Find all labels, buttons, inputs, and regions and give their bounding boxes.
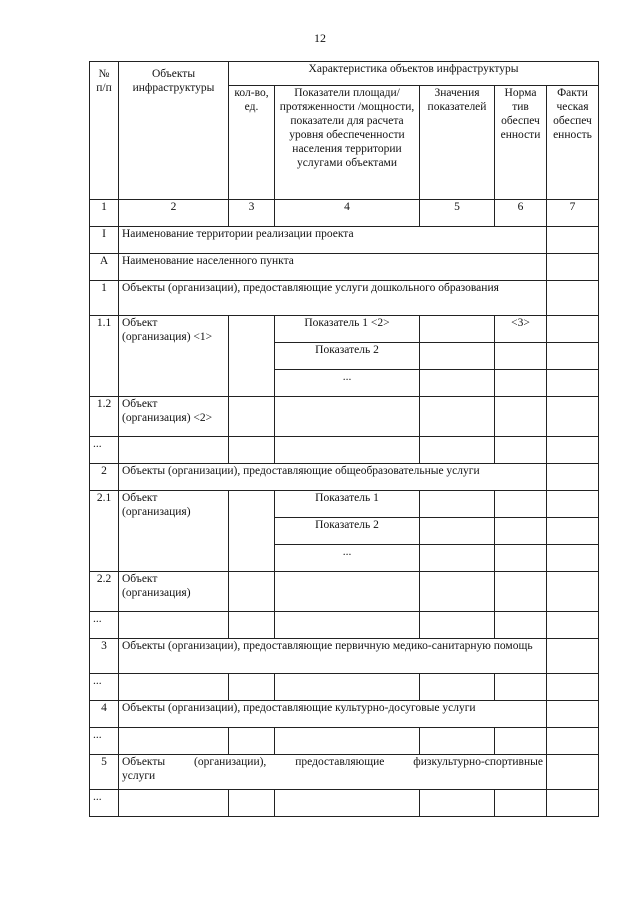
section-word: физкультурно-спортивные xyxy=(413,756,543,768)
empty-cell xyxy=(420,545,495,572)
settlement-name: Наименование населенного пункта xyxy=(119,254,547,281)
empty-cell xyxy=(229,316,275,397)
empty-cell xyxy=(547,464,599,491)
column-number: 7 xyxy=(547,200,599,227)
column-number: 6 xyxy=(495,200,547,227)
empty-cell xyxy=(547,612,599,639)
section-word: Объекты xyxy=(122,756,166,768)
section-title: Объекты (организации), предоставляющие общеобразовательные услуги xyxy=(119,464,547,491)
row-number: 1.2 xyxy=(90,397,119,437)
row-number: 4 xyxy=(90,701,119,728)
section-3-row xyxy=(90,639,599,674)
section-title xyxy=(119,755,547,790)
indicator-cell: Показатель 1 <2> xyxy=(275,316,420,343)
empty-cell xyxy=(420,572,495,612)
norm-cell: <3> xyxy=(495,316,547,343)
section-1-row xyxy=(90,281,599,316)
ellipsis-cell: ... xyxy=(90,437,119,464)
object-name: Объект (организация) xyxy=(119,491,229,572)
row-number: 2.1 xyxy=(90,491,119,572)
object-1-1-row xyxy=(90,316,599,343)
empty-cell xyxy=(495,370,547,397)
empty-cell xyxy=(547,397,599,437)
header-characteristics: Характеристика объектов инфраструктуры xyxy=(229,62,599,86)
empty-cell xyxy=(547,254,599,281)
empty-cell xyxy=(420,728,495,755)
empty-cell xyxy=(229,572,275,612)
empty-cell xyxy=(495,343,547,370)
empty-cell xyxy=(275,397,420,437)
empty-cell xyxy=(547,518,599,545)
empty-cell xyxy=(420,316,495,343)
empty-cell xyxy=(547,316,599,343)
object-name: Объект (организация) xyxy=(119,572,229,612)
empty-cell xyxy=(547,728,599,755)
header-qty: кол-во, ед. xyxy=(229,86,275,200)
object-2-1-row xyxy=(90,491,599,518)
column-number: 5 xyxy=(420,200,495,227)
ellipsis-cell: ... xyxy=(90,674,119,701)
empty-cell xyxy=(547,491,599,518)
empty-cell xyxy=(119,437,229,464)
empty-cell xyxy=(420,491,495,518)
indicator-cell: ... xyxy=(275,370,420,397)
indicator-cell: ... xyxy=(275,545,420,572)
empty-cell xyxy=(275,572,420,612)
empty-cell xyxy=(547,545,599,572)
empty-cell xyxy=(420,674,495,701)
empty-cell xyxy=(229,612,275,639)
empty-cell xyxy=(229,790,275,817)
empty-cell xyxy=(420,790,495,817)
empty-cell xyxy=(275,790,420,817)
empty-cell xyxy=(495,491,547,518)
section-title: Объекты (организации), предоставляющие первичную медико-санитарную помощь xyxy=(119,639,547,674)
empty-cell xyxy=(495,545,547,572)
column-number: 2 xyxy=(119,200,229,227)
ellipsis-row xyxy=(90,612,599,639)
column-number: 4 xyxy=(275,200,420,227)
empty-cell xyxy=(420,437,495,464)
ellipsis-cell: ... xyxy=(90,790,119,817)
header-indicators: Показатели площади/протяженности /мощности, показатели для расчета уровня обеспеченности населения территории услугами объектами xyxy=(275,86,420,200)
indicator-cell: Показатель 2 xyxy=(275,518,420,545)
empty-cell xyxy=(420,612,495,639)
empty-cell xyxy=(420,518,495,545)
column-number: 3 xyxy=(229,200,275,227)
infrastructure-table xyxy=(89,61,599,817)
empty-cell xyxy=(547,674,599,701)
header-row-1 xyxy=(90,62,599,86)
empty-cell xyxy=(275,612,420,639)
empty-cell xyxy=(119,674,229,701)
section-5-row xyxy=(90,755,599,790)
empty-cell xyxy=(229,674,275,701)
section-4-row xyxy=(90,701,599,728)
empty-cell xyxy=(547,701,599,728)
row-number: А xyxy=(90,254,119,281)
empty-cell xyxy=(119,728,229,755)
empty-cell xyxy=(547,755,599,790)
settlement-row xyxy=(90,254,599,281)
empty-cell xyxy=(495,518,547,545)
column-number: 1 xyxy=(90,200,119,227)
empty-cell xyxy=(547,790,599,817)
empty-cell xyxy=(119,612,229,639)
empty-cell xyxy=(229,491,275,572)
row-number: 2 xyxy=(90,464,119,491)
empty-cell xyxy=(547,572,599,612)
section-word: услуги xyxy=(122,770,156,782)
header-num: № п/п xyxy=(90,62,119,200)
ellipsis-row xyxy=(90,790,599,817)
section-word: предоставляющие xyxy=(295,756,385,768)
row-number: 1 xyxy=(90,281,119,316)
empty-cell xyxy=(495,728,547,755)
empty-cell xyxy=(547,343,599,370)
empty-cell xyxy=(495,572,547,612)
row-number: 1.1 xyxy=(90,316,119,397)
empty-cell xyxy=(495,437,547,464)
object-name: Объект (организация) <2> xyxy=(119,397,229,437)
section-title: Объекты (организации), предоставляющие услуги дошкольного образования xyxy=(119,281,547,316)
header-norm: Норма тив обеспеч енности xyxy=(495,86,547,200)
section-title: Объекты (организации), предоставляющие культурно-досуговые услуги xyxy=(119,701,547,728)
empty-cell xyxy=(547,370,599,397)
header-actual: Факти ческая обеспеч енность xyxy=(547,86,599,200)
indicator-cell: Показатель 2 xyxy=(275,343,420,370)
object-1-2-row xyxy=(90,397,599,437)
empty-cell xyxy=(229,728,275,755)
ellipsis-row xyxy=(90,674,599,701)
empty-cell xyxy=(495,397,547,437)
empty-cell xyxy=(275,437,420,464)
header-objects: Объекты инфраструктуры xyxy=(119,62,229,200)
page-number: 12 xyxy=(314,31,326,45)
empty-cell xyxy=(495,790,547,817)
empty-cell xyxy=(547,639,599,674)
row-number: 3 xyxy=(90,639,119,674)
territory-name: Наименование территории реализации проекта xyxy=(119,227,547,254)
empty-cell xyxy=(547,437,599,464)
empty-cell xyxy=(229,437,275,464)
ellipsis-row xyxy=(90,437,599,464)
territory-row xyxy=(90,227,599,254)
section-2-row xyxy=(90,464,599,491)
ellipsis-row xyxy=(90,728,599,755)
empty-cell xyxy=(547,281,599,316)
empty-cell xyxy=(275,674,420,701)
object-2-2-row xyxy=(90,572,599,612)
empty-cell xyxy=(420,397,495,437)
empty-cell xyxy=(275,728,420,755)
empty-cell xyxy=(229,397,275,437)
empty-cell xyxy=(547,227,599,254)
empty-cell xyxy=(420,370,495,397)
ellipsis-cell: ... xyxy=(90,728,119,755)
ellipsis-cell: ... xyxy=(90,612,119,639)
row-number: 2.2 xyxy=(90,572,119,612)
row-number: I xyxy=(90,227,119,254)
object-name: Объект (организация) <1> xyxy=(119,316,229,397)
empty-cell xyxy=(495,674,547,701)
header-values: Значения показателей xyxy=(420,86,495,200)
indicator-cell: Показатель 1 xyxy=(275,491,420,518)
column-number-row xyxy=(90,200,599,227)
empty-cell xyxy=(420,343,495,370)
row-number: 5 xyxy=(90,755,119,790)
empty-cell xyxy=(119,790,229,817)
empty-cell xyxy=(495,612,547,639)
section-word: (организации), xyxy=(194,756,267,768)
